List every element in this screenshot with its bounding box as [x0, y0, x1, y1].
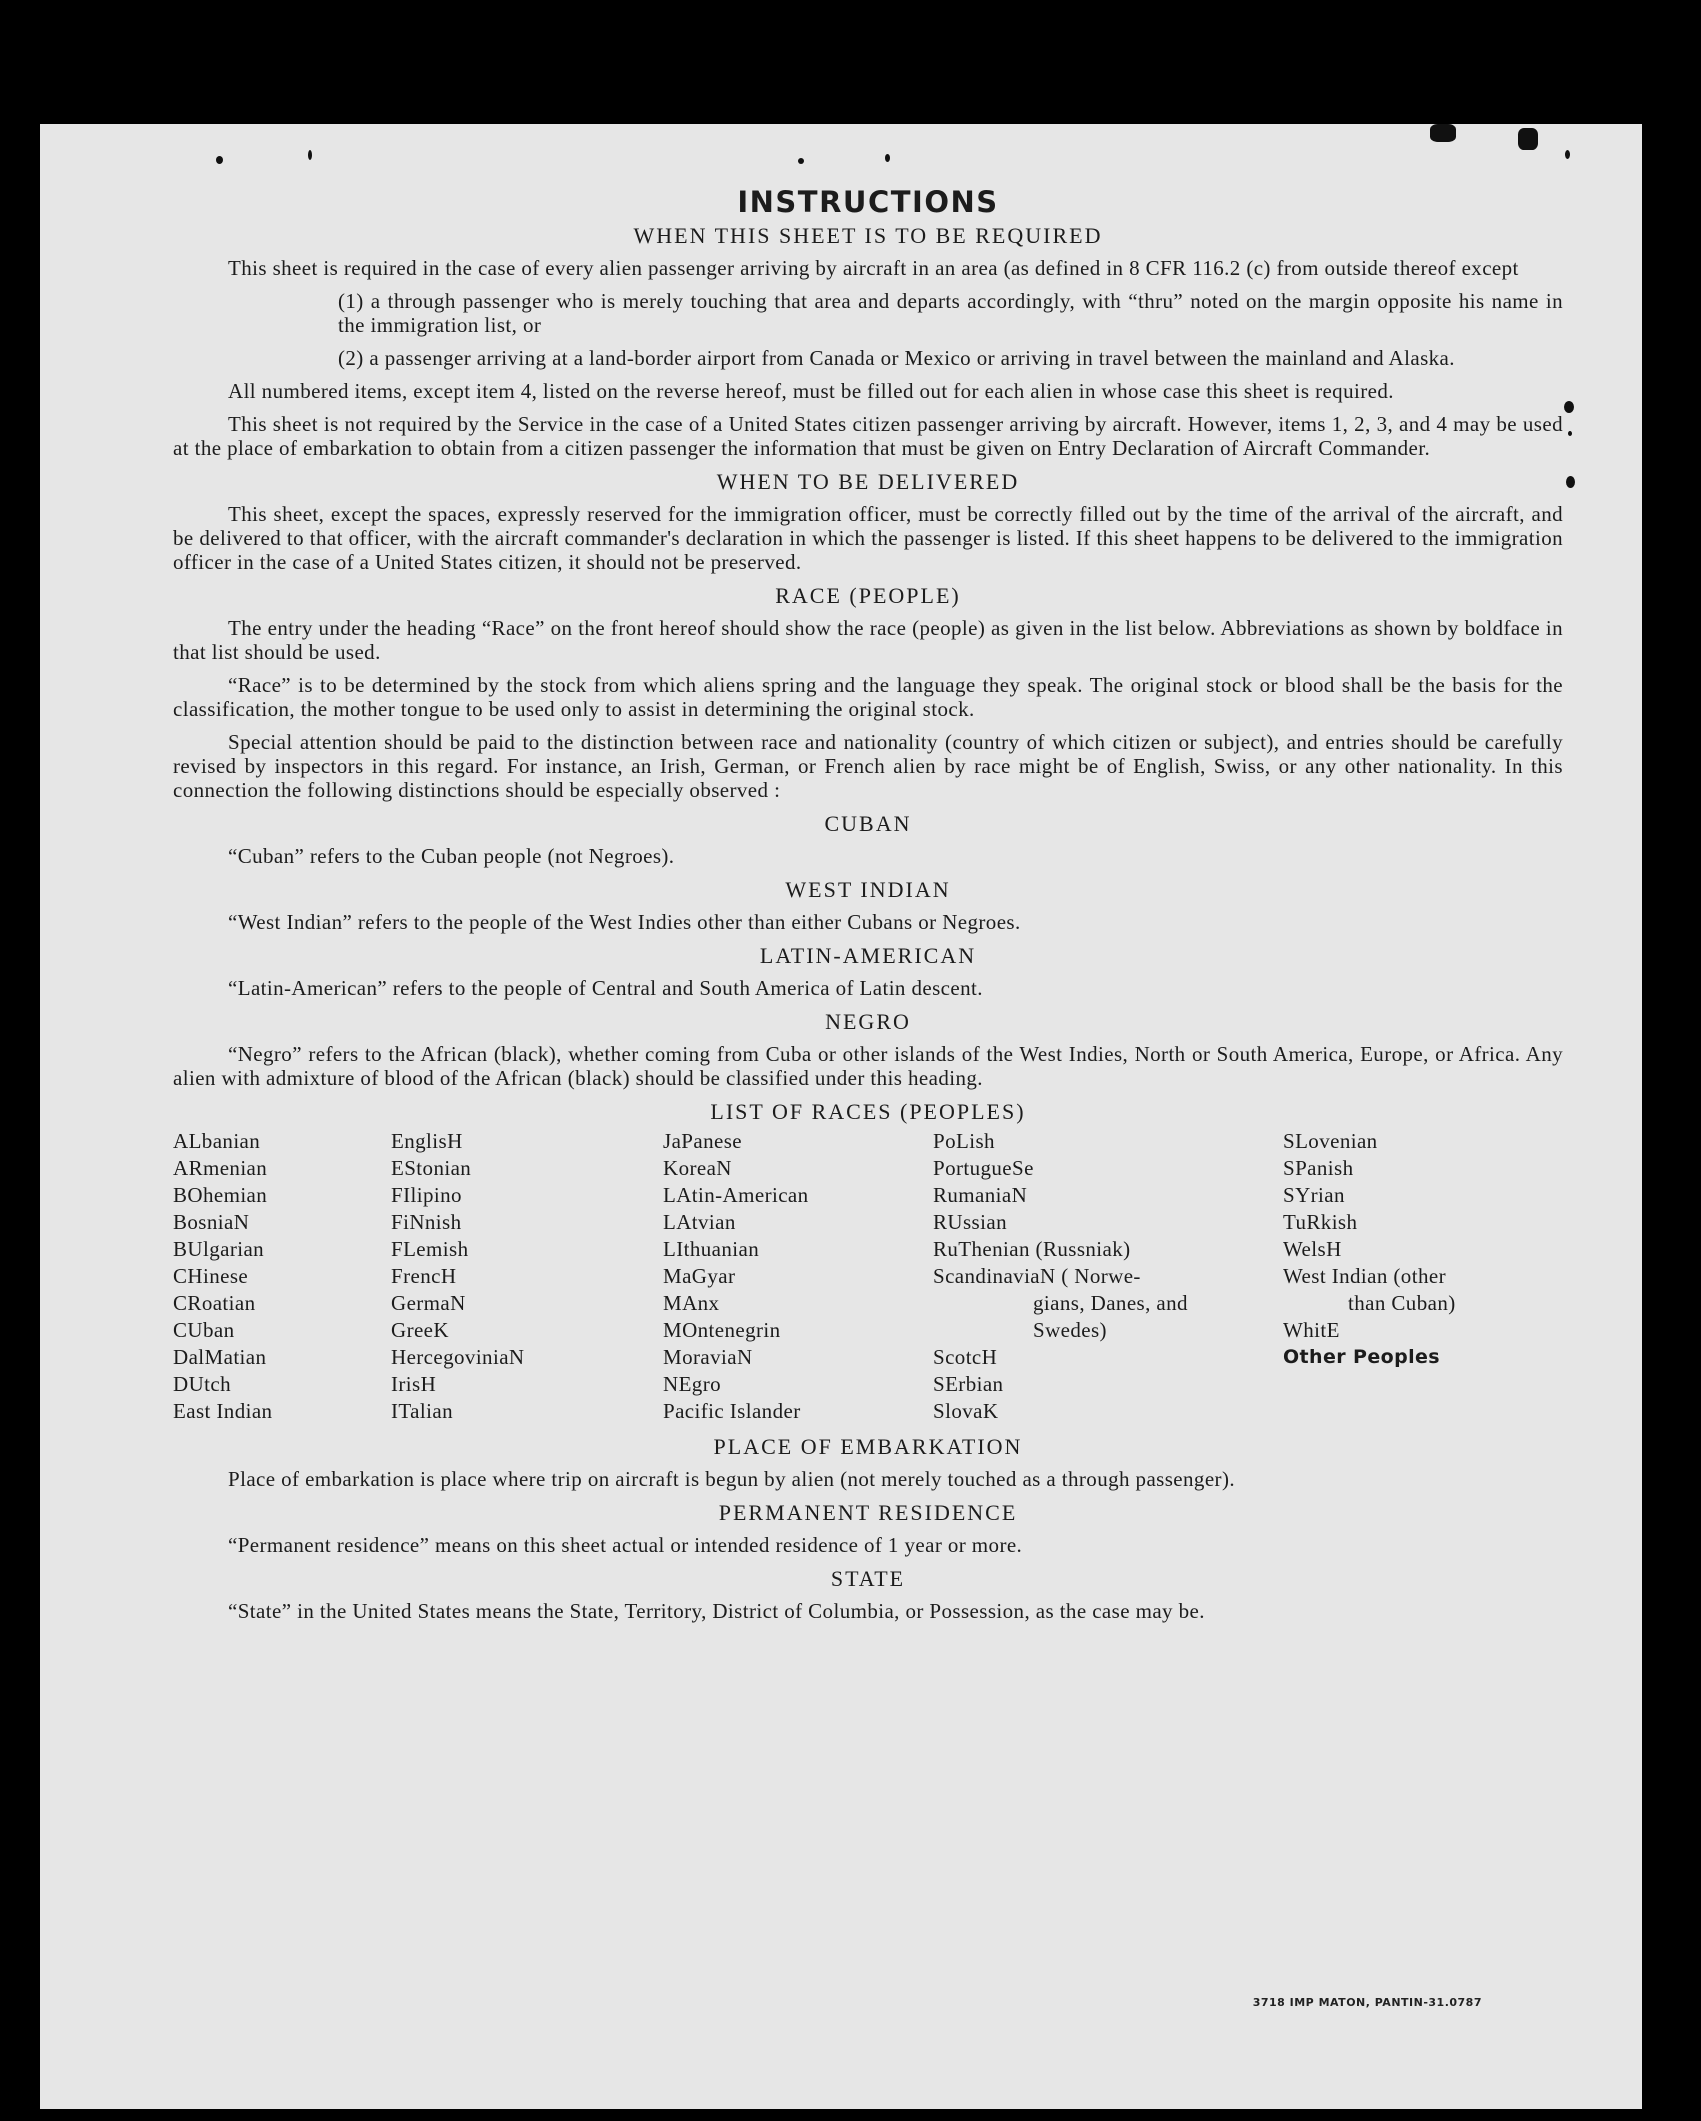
race-entry: NEgro: [663, 1372, 721, 1396]
race-entry: CHinese: [173, 1264, 249, 1288]
race-entry: KoreaN: [663, 1156, 732, 1180]
section-heading-required: WHEN THIS SHEET IS TO BE REQUIRED: [633, 223, 1103, 248]
race-entry: ScandinaviaN ( Norwe-: [933, 1264, 1141, 1288]
race-entry: JaPanese: [663, 1129, 743, 1153]
paragraph: The entry under the heading “Race” on the front hereof should show the race (people) as given in the list below. Abbreviations as shown by boldface in that list should be used.: [173, 616, 1563, 664]
race-entry: CRoatian: [173, 1291, 256, 1315]
punch-mark: [1565, 150, 1570, 159]
printer-imprint: 3718 IMP MATON, PANTIN-31.0787: [1252, 1996, 1482, 2009]
race-entry: SYrian: [1283, 1183, 1345, 1207]
paragraph: Place of embarkation is place where trip on aircraft is begun by alien (not merely touched as a through passenger).: [228, 1467, 1235, 1491]
race-entry: LIthuanian: [663, 1237, 760, 1261]
race-entry: MAnx: [663, 1291, 720, 1315]
race-entry: BOhemian: [173, 1183, 268, 1207]
race-entry: GreeK: [391, 1318, 449, 1342]
paragraph: “Race” is to be determined by the stock from which aliens spring and the language they speak. The original stock or blood shall be the basis for the classification, the mother tongue to be used only to assist in determining the original stock.: [173, 673, 1563, 721]
paragraph: Special attention should be paid to the distinction between race and nationality (country of which citizen or subject), and entries should be carefully revised by inspectors in this regard. For instance, an Irish, German, or French alien by race might be of English, Swiss, or any other nationality. In this connection the following distinctions should be especially observed :: [173, 730, 1563, 802]
paragraph: “Latin-American” refers to the people of Central and South America of Latin descent.: [228, 976, 983, 1000]
section-heading-state: STATE: [830, 1566, 906, 1591]
punch-mark: [885, 154, 890, 162]
race-entry: ALbanian: [173, 1129, 261, 1153]
punch-mark: [216, 156, 223, 164]
races-column: [173, 1128, 391, 1425]
race-entry: TuRkish: [1283, 1210, 1358, 1234]
section-heading-delivered: WHEN TO BE DELIVERED: [716, 469, 1020, 494]
paragraph: This sheet is not required by the Service in the case of a United States citizen passenger arriving by aircraft. However, items 1, 2, 3, and 4 may be used at the place of embarkation to obtain from a citizen passenger the information that must be given on Entry Declaration of Aircraft Commander.: [173, 412, 1563, 460]
race-entry-continued: than Cuban): [1348, 1291, 1456, 1315]
race-entry: East Indian: [173, 1399, 273, 1423]
paragraph: This sheet, except the spaces, expressly reserved for the immigration officer, must be correctly filled out by the time of the arrival of the aircraft, and be delivered to that officer, with the aircraft commander's declaration in which the passenger is listed. If this sheet happens to be delivered to the immigration officer in the case of a United States citizen, it should not be preserved.: [173, 502, 1563, 574]
race-entry: LAtin-American: [663, 1183, 809, 1207]
race-entry: MOntenegrin: [663, 1318, 781, 1342]
section-heading-embarkation: PLACE OF EMBARKATION: [713, 1434, 1023, 1459]
races-column: [1283, 1128, 1563, 1425]
races-table: [173, 1128, 1563, 1425]
race-entry: WelsH: [1283, 1237, 1342, 1261]
race-entry: MoraviaN: [663, 1345, 753, 1369]
races-column: [663, 1128, 933, 1425]
paragraph: “West Indian” refers to the people of the West Indies other than either Cubans or Negroes.: [228, 910, 1021, 934]
race-entry: DalMatian: [173, 1345, 267, 1369]
race-entry: CUban: [173, 1318, 235, 1342]
race-entry: GermaN: [391, 1291, 466, 1315]
race-entry: PortugueSe: [933, 1156, 1034, 1180]
punch-mark: [1568, 431, 1572, 436]
race-entry-continued: gians, Danes, and: [1033, 1291, 1188, 1315]
race-entry: SPanish: [1283, 1156, 1354, 1180]
race-entry: BosniaN: [173, 1210, 250, 1234]
punch-mark: [1518, 128, 1538, 150]
paragraph: “Negro” refers to the African (black), whether coming from Cuba or other islands of the West Indies, North or South America, Europe, or Africa. Any alien with admixture of blood of the African (black) should be classified under this heading.: [173, 1042, 1563, 1090]
section-heading-latin-american: LATIN-AMERICAN: [759, 943, 977, 968]
race-entry: RumaniaN: [933, 1183, 1028, 1207]
section-heading-race: RACE (PEOPLE): [775, 583, 961, 608]
paragraph: This sheet is required in the case of every alien passenger arriving by aircraft in an area (as defined in 8 CFR 116.2 (c) from outside thereof except: [228, 256, 1519, 280]
race-entry: LAtvian: [663, 1210, 736, 1234]
race-entry: ARmenian: [173, 1156, 268, 1180]
race-entry: DUtch: [173, 1372, 231, 1396]
race-entry: ITalian: [391, 1399, 453, 1423]
document-sheet: [40, 124, 1642, 2109]
race-entry: IrisH: [391, 1372, 437, 1396]
list-item: (1) a through passenger who is merely touching that area and departs accordingly, with “thru” noted on the margin opposite his name in the immigration list, or: [338, 289, 1563, 337]
section-heading-residence: PERMANENT RESIDENCE: [718, 1500, 1018, 1525]
race-entry: Pacific Islander: [663, 1399, 801, 1423]
punch-mark: [1566, 476, 1575, 488]
race-entry: ScotcH: [933, 1345, 998, 1369]
page-title: INSTRUCTIONS: [737, 185, 999, 219]
race-entry: SLovenian: [1283, 1129, 1378, 1153]
punch-mark: [308, 150, 312, 160]
instructions-body: [173, 185, 1563, 1632]
races-column: [391, 1128, 663, 1425]
section-heading-list-of-races: LIST OF RACES (PEOPLES): [710, 1099, 1026, 1124]
race-entry: RuThenian (Russniak): [933, 1237, 1131, 1261]
race-entry: EStonian: [391, 1156, 472, 1180]
paragraph: “Cuban” refers to the Cuban people (not Negroes).: [228, 844, 675, 868]
race-entry: Other Peoples: [1283, 1346, 1441, 1368]
paragraph: “State” in the United States means the State, Territory, District of Columbia, or Possession, as the case may be.: [228, 1599, 1205, 1623]
section-heading-west-indian: WEST INDIAN: [785, 877, 951, 902]
race-entry: FrencH: [391, 1264, 457, 1288]
punch-mark: [798, 158, 804, 164]
race-entry: PoLish: [933, 1129, 995, 1153]
race-entry: FLemish: [391, 1237, 469, 1261]
race-entry: EnglisH: [391, 1129, 463, 1153]
race-entry: HercegoviniaN: [391, 1345, 525, 1369]
list-item: (2) a passenger arriving at a land-border airport from Canada or Mexico or arriving in travel between the mainland and Alaska.: [338, 346, 1455, 370]
paragraph: “Permanent residence” means on this sheet actual or intended residence of 1 year or more.: [228, 1533, 1023, 1557]
race-entry: MaGyar: [663, 1264, 736, 1288]
punch-mark: [1564, 401, 1574, 413]
race-entry: SlovaK: [933, 1399, 999, 1423]
punch-mark: [1430, 124, 1456, 142]
paragraph: All numbered items, except item 4, listed on the reverse hereof, must be filled out for each alien in whose case this sheet is required.: [228, 379, 1394, 403]
section-heading-negro: NEGRO: [825, 1009, 911, 1034]
race-entry: RUssian: [933, 1210, 1007, 1234]
race-entry: FiNnish: [391, 1210, 462, 1234]
races-column: [933, 1128, 1283, 1425]
section-heading-cuban: CUBAN: [824, 811, 912, 836]
race-entry: WhitE: [1283, 1318, 1340, 1342]
race-entry: FIlipino: [391, 1183, 462, 1207]
race-entry: BUlgarian: [173, 1237, 265, 1261]
race-entry: SErbian: [933, 1372, 1004, 1396]
race-entry: West Indian (other: [1283, 1264, 1446, 1288]
race-entry-continued: Swedes): [1033, 1318, 1107, 1342]
